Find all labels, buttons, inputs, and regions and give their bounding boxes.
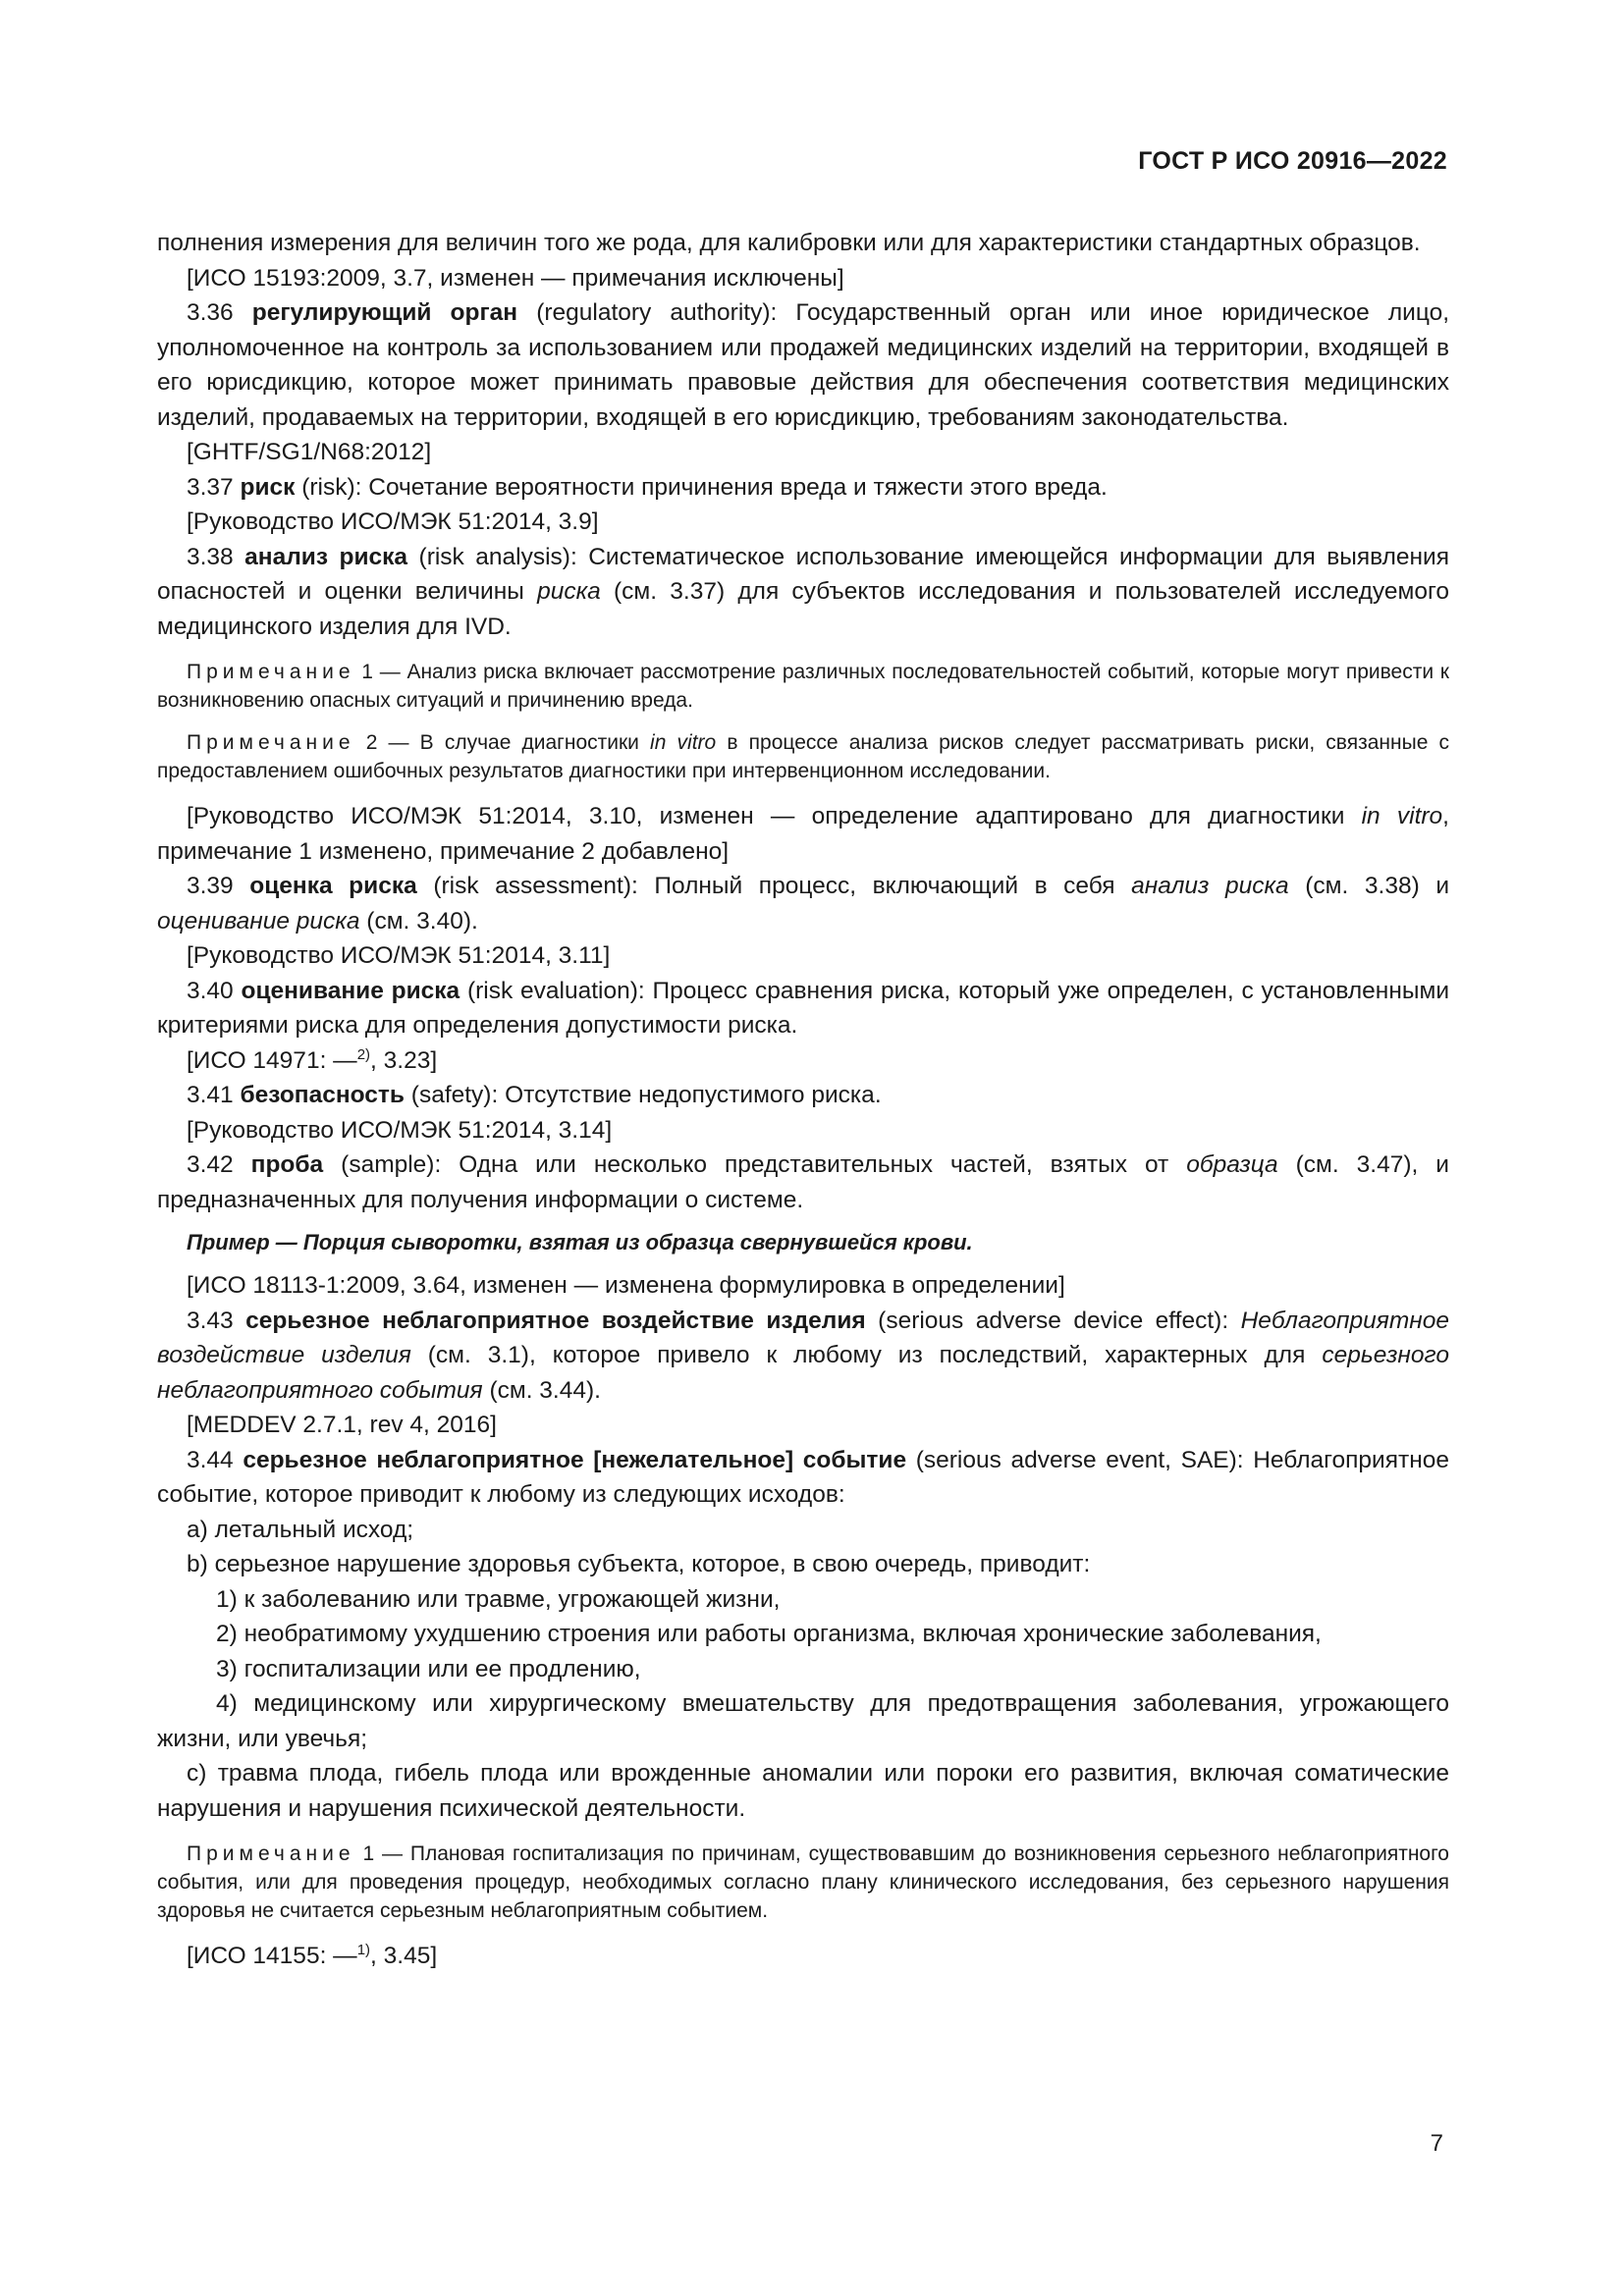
term-definition: (risk): Сочетание вероятности причинения вреда и тяжести этого вреда. bbox=[301, 473, 1108, 501]
term-number: 3.39 bbox=[187, 873, 234, 899]
example: Пример — Порция сыворотки, взятая из образца свернувшейся крови. bbox=[187, 1230, 973, 1255]
source-reference: [GHTF/SG1/N68:2012] bbox=[187, 439, 432, 465]
term-name: анализ риска bbox=[244, 543, 408, 570]
term-entry-3-37 bbox=[157, 470, 1449, 506]
footnote-mark: 1) bbox=[356, 1941, 371, 1958]
term-name: риск bbox=[240, 473, 296, 501]
page-number: 7 bbox=[1430, 2130, 1443, 2157]
source-reference: [Руководство ИСО/МЭК 51:2014, 3.9] bbox=[187, 508, 599, 535]
document-body bbox=[157, 226, 1449, 1974]
term-definition: (regulatory authority): Государственный орган или иное юридическое лицо, уполномоченное на контроль за использованием или продажей медицинских изделий на территории, входящей в его юрисдикцию, которое может принимать правовые действия для обеспечения соответствия медицинских изделий, продаваемых на территории, входящей в его юрисдикцию, требованиям законодательства. bbox=[157, 299, 1450, 431]
term-entry-3-39: 3.39 оценка риска (risk assessment): Полный процесс, включающий в себя анализ риска (см. 3.38) и оценивание риска (см. 3.40). bbox=[157, 873, 1450, 934]
list-item: b) серьезное нарушение здоровья субъекта, которое, в свою очередь, приводит: bbox=[187, 1551, 1091, 1577]
term-name: серьезное неблагоприятное [нежелательное] событие bbox=[243, 1446, 907, 1473]
note-label: Примечание bbox=[187, 661, 355, 683]
note bbox=[157, 658, 1449, 715]
term-name: серьезное неблагоприятное воздействие изделия bbox=[245, 1307, 866, 1334]
source-reference: [ИСО 18113-1:2009, 3.64, изменен — изменена формулировка в определении] bbox=[187, 1272, 1065, 1299]
term-entry-3-38: 3.38 анализ риска (risk analysis): Систематическое использование имеющейся информации для выявления опасностей и оценки величины риска (см. 3.37) для субъектов исследования и пользователей исследуемого медицинского изделия для IVD. bbox=[157, 543, 1450, 640]
list-item: с) травма плода, гибель плода или врожденные аномалии или пороки его развития, включая соматические нарушения и нарушения психической деятельности. bbox=[157, 1760, 1449, 1822]
note-label: Примечание bbox=[187, 1842, 355, 1865]
continued-paragraph: полнения измерения для величин того же рода, для калибровки или для характеристики стандартных образцов. bbox=[157, 230, 1421, 256]
term-definition: (safety): Отсутствие недопустимого риска. bbox=[410, 1082, 882, 1108]
term-number: 3.44 bbox=[187, 1446, 234, 1473]
list-item: 4) медицинскому или хирургическому вмешательству для предотвращения заболевания, угрожающего жизни, или увечья; bbox=[157, 1690, 1449, 1752]
term-number: 3.37 bbox=[187, 473, 234, 501]
term-name: безопасность bbox=[240, 1082, 405, 1108]
source-reference: [MEDDEV 2.7.1, rev 4, 2016] bbox=[187, 1412, 497, 1438]
term-name: регулирующий орган bbox=[251, 299, 518, 326]
term-entry-3-40 bbox=[157, 974, 1449, 1043]
note bbox=[157, 1840, 1449, 1925]
source-reference: [Руководство ИСО/МЭК 51:2014, 3.14] bbox=[187, 1116, 613, 1144]
document-header: ГОСТ Р ИСО 20916—2022 bbox=[1138, 147, 1447, 175]
source-reference: [ИСО 15193:2009, 3.7, изменен — примечания исключены] bbox=[187, 264, 844, 292]
list-item: 1) к заболеванию или травме, угрожающей жизни, bbox=[216, 1585, 781, 1613]
note: Примечание 2 — В случае диагностики in vitro в процессе анализа рисков следует рассматривать риски, связанные с предоставлением ошибочных результатов диагностики при интервенционном исследовании. bbox=[157, 731, 1450, 782]
term-entry-3-36 bbox=[157, 295, 1449, 435]
term-number: 3.41 bbox=[187, 1082, 234, 1108]
list-item: 2) необратимому ухудшению строения или работы организма, включая хронические заболевания, bbox=[216, 1621, 1322, 1647]
term-entry-3-44 bbox=[157, 1443, 1449, 1513]
term-definition: (risk evaluation): Процесс сравнения риска, который уже определен, с установленными критериями риска для определения допустимости риска. bbox=[157, 977, 1450, 1039]
list-item: 3) госпитализации или ее продлению, bbox=[216, 1655, 641, 1682]
term-number: 3.40 bbox=[187, 977, 234, 1004]
list-item: а) летальный исход; bbox=[187, 1516, 414, 1543]
note-text: 1 — Анализ риска включает рассмотрение различных последовательностей событий, которые могут привести к возникновению опасных ситуаций и причинению вреда. bbox=[157, 661, 1449, 712]
term-entry-3-41 bbox=[157, 1078, 1449, 1113]
term-number: 3.42 bbox=[187, 1151, 234, 1178]
source-reference: [ИСО 14155: —$^{1)}$, 3.45] bbox=[187, 1941, 438, 1969]
term-name: проба bbox=[250, 1151, 324, 1178]
source-reference: [Руководство ИСО/МЭК 51:2014, 3.10, изменен — определение адаптировано для диагностики in vitro, примечание 1 изменено, примечание 2 добавлено] bbox=[157, 803, 1449, 865]
note-text: 1 — Плановая госпитализация по причинам, существовавшим до возникновения серьезного неблагоприятного события, или для проведения процедур, необходимых согласно плану клинического исследования, без серьезного нарушения здоровья не считается серьезным неблагоприятным событием. bbox=[157, 1842, 1449, 1922]
term-number: 3.43 bbox=[187, 1307, 234, 1334]
term-name: оценка риска bbox=[249, 873, 417, 899]
note-label: Примечание bbox=[187, 731, 355, 754]
footnote-mark: 2) bbox=[356, 1045, 371, 1063]
source-reference: [ИСО 14971: —$^{2)}$, 3.23] bbox=[187, 1045, 438, 1074]
term-number: 3.38 bbox=[187, 543, 234, 570]
term-entry-3-43: 3.43 серьезное неблагоприятное воздействие изделия (serious adverse device effect): Неблагоприятное воздействие изделия (см. 3.1), которое привело к любому из последствий, характерных для серьезного неблагоприятного события (см. 3.44). bbox=[157, 1307, 1449, 1404]
term-entry-3-42: 3.42 проба (sample): Одна или несколько представительных частей, взятых от образца (см. 3.47), и предназначенных для получения информации о системе. bbox=[157, 1151, 1449, 1213]
source-reference: [Руководство ИСО/МЭК 51:2014, 3.11] bbox=[187, 942, 611, 969]
term-number: 3.36 bbox=[187, 299, 234, 326]
term-name: оценивание риска bbox=[241, 977, 460, 1004]
term-definition: (serious adverse event, SAE): Неблагоприятное событие, которое приводит к любому из следующих исходов: bbox=[157, 1446, 1449, 1508]
